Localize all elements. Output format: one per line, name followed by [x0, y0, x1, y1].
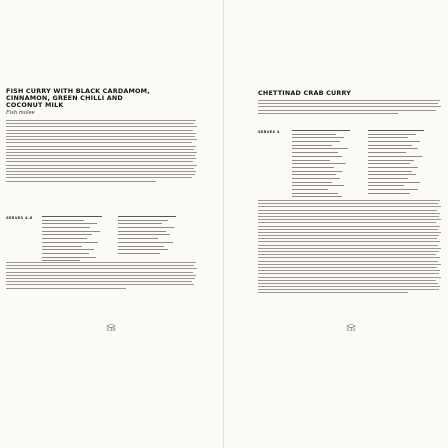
recipe-title-line-1: FISH CURRY WITH BLACK CARDAMOM,: [6, 87, 150, 95]
right-page: [224, 0, 448, 448]
ingredients-column-2: [368, 130, 438, 196]
recipe-title-line-3: COCONUT MILK: [6, 101, 64, 109]
intro-text-block: [6, 120, 198, 184]
page-number: 130: [106, 328, 116, 333]
ingredients-column-2: [118, 216, 188, 257]
intro-text-block: [258, 100, 442, 116]
servings-label: SERVES 4–6: [6, 216, 33, 220]
method-text-block: [258, 200, 442, 296]
ingredients-column-1: [42, 216, 112, 264]
recipe-title: CHETTINAD CRAB CURRY: [258, 89, 352, 97]
method-text-block: [6, 262, 198, 291]
ingredients-column-1: [292, 130, 362, 204]
page-number: 131: [346, 328, 356, 333]
recipe-title-line-2: CINNAMON, GREEN CHILLI AND: [6, 94, 123, 102]
recipe-subtitle: Fish molee: [6, 110, 35, 116]
servings-label: SERVES 4: [258, 130, 280, 134]
